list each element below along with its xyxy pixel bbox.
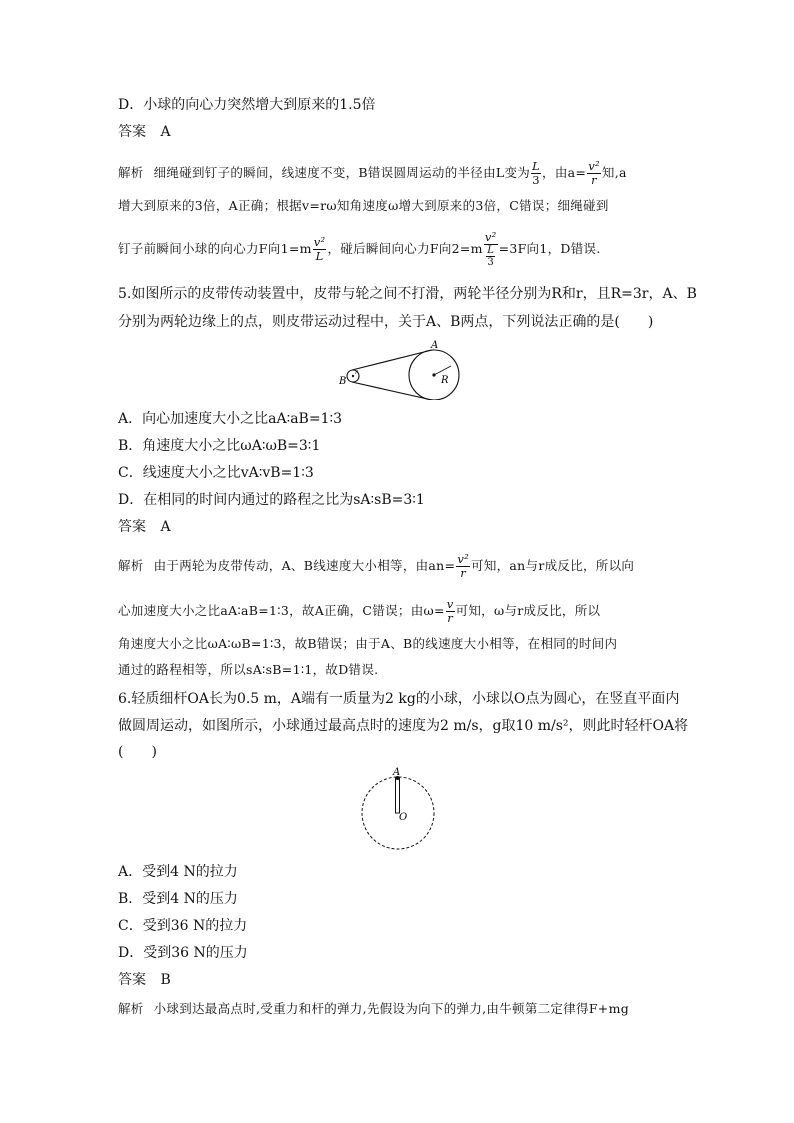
radius-small-r-label: r	[355, 369, 358, 376]
small-wheel-center	[352, 375, 354, 377]
q6-option-d: D．受到36 N的压力	[118, 945, 248, 961]
q6-option-a: A．受到4 N的拉力	[118, 864, 238, 880]
q5-option-a: A．向心加速度大小之比aA∶aB=1∶3	[118, 411, 343, 427]
q6-stem-line-1: 6.轻质细杆OA长为0.5 m，A端有一质量为2 kg的小球，小球以O点为圆心，在竖直平面内	[118, 691, 680, 707]
q5-stem-line-1: 5.如图所示的皮带传动装置中，皮带与轮之间不打滑，两轮半径分别为R和r，且R=3r，A、B	[118, 286, 697, 302]
q6-answer	[118, 970, 683, 990]
prev-analysis-line-3	[118, 231, 683, 268]
q6-option-b: B．受到4 N的压力	[118, 891, 238, 907]
radius-r-line	[434, 366, 451, 375]
analysis-text: ，碰后瞬间向心力F向2=m	[327, 241, 483, 256]
answer-label: 答案	[118, 972, 146, 988]
fraction-v2-over-r: $\frac{\text{v²}}{r}$	[588, 159, 600, 187]
analysis-text: 细绳碰到钉子的瞬间，线速度不变，B错误圆周运动的半径由L变为	[153, 165, 531, 180]
analysis-text: 知,a	[601, 165, 627, 180]
q5-analysis-line-4: 通过的路程相等，所以sA∶sB=1∶1，故D错误.	[118, 662, 379, 677]
q6-stem-line-2: 做圆周运动，如图所示，小球通过最高点时的速度为2 m/s，g取10 m/s²，则此时轻杆OA将	[118, 718, 689, 734]
q6-stem-line-3: ( )	[118, 744, 157, 760]
q5-analysis-line-1	[118, 553, 683, 580]
q5-analysis-line-2	[118, 598, 683, 625]
point-o-label: O	[399, 812, 408, 823]
q5-stem-line-2: 分别为两轮边缘上的点，则皮带运动过程中，关于A、B两点，下列说法正确的是( )	[118, 314, 654, 330]
analysis-label: 解析	[118, 1001, 144, 1016]
fraction-v2-over-r: $\frac{\text{v²}}{r}$	[457, 552, 470, 580]
q6-option-c: C．受到36 N的拉力	[118, 918, 248, 934]
point-b-label: B	[339, 376, 347, 387]
rod-circle-figure	[355, 765, 441, 855]
analysis-label: 解析	[118, 165, 144, 180]
fraction-v2-over-l: $\frac{\text{v²}}{L}$	[313, 235, 326, 263]
fraction-l-over-3: $\frac{L}{3}$	[532, 159, 541, 187]
prev-answer	[118, 122, 683, 142]
analysis-label: 解析	[118, 558, 144, 573]
q5-option-c: C．线速度大小之比vA∶vB=1∶3	[118, 465, 314, 481]
fraction-v-over-r: $\frac{v}{r}$	[446, 597, 454, 625]
q5-option-b: B．角速度大小之比ωA∶ωB=3∶1	[118, 438, 321, 454]
q6-analysis-line-1	[118, 999, 683, 1019]
analysis-text: =3F向1，D错误.	[498, 241, 601, 256]
belt-lower	[352, 382, 432, 400]
fraction-v2-over-l3: $\frac{\text{v²}}{\frac{L}{3}}$	[484, 230, 497, 268]
analysis-text: 钉子前瞬间小球的向心力F向1=m	[118, 241, 312, 256]
analysis-text: 小球到达最高点时,受重力和杆的弹力,先假设为向下的弹力,由牛顿第二定律得F+mg	[153, 1001, 630, 1016]
radius-big-r-label: R	[441, 375, 449, 386]
prev-analysis-line-2: 增大到原来的3倍，A正确；根据v=rω知角速度ω增大到原来的3倍，C错误；细绳碰到	[118, 198, 609, 213]
belt-drive-figure	[330, 338, 470, 400]
answer-label: 答案	[118, 124, 146, 140]
answer-value: A	[160, 519, 171, 535]
q5-option-d: D．在相同的时间内通过的路程之比为sA∶sB=3∶1	[118, 492, 425, 508]
analysis-text: 心加速度大小之比aA∶aB=1∶3，故A正确，C错误；由ω=	[118, 603, 445, 618]
belt-upper	[352, 350, 432, 370]
prev-option-d: D．小球的向心力突然增大到原来的1.5倍	[118, 97, 376, 113]
answer-value: A	[160, 124, 171, 140]
answer-label: 答案	[118, 519, 146, 535]
analysis-text: 由于两轮为皮带传动，A、B线速度大小相等，由an=	[153, 558, 456, 573]
analysis-text: 可知，ω与r成反比，所以	[455, 603, 601, 618]
prev-analysis-line-1	[118, 160, 683, 187]
point-a-label: A	[431, 340, 439, 351]
analysis-text: ，由a=	[542, 165, 587, 180]
q5-answer	[118, 517, 683, 537]
answer-value: B	[160, 972, 171, 988]
point-a-label: A	[393, 767, 401, 778]
analysis-text: 可知，an与r成反比，所以向	[471, 558, 635, 573]
light-rod-oa	[396, 778, 400, 813]
q5-analysis-line-3: 角速度大小之比ωA∶ωB=1∶3，故B错误；由于A、B的线速度大小相等，在相同的时间内	[118, 636, 618, 651]
